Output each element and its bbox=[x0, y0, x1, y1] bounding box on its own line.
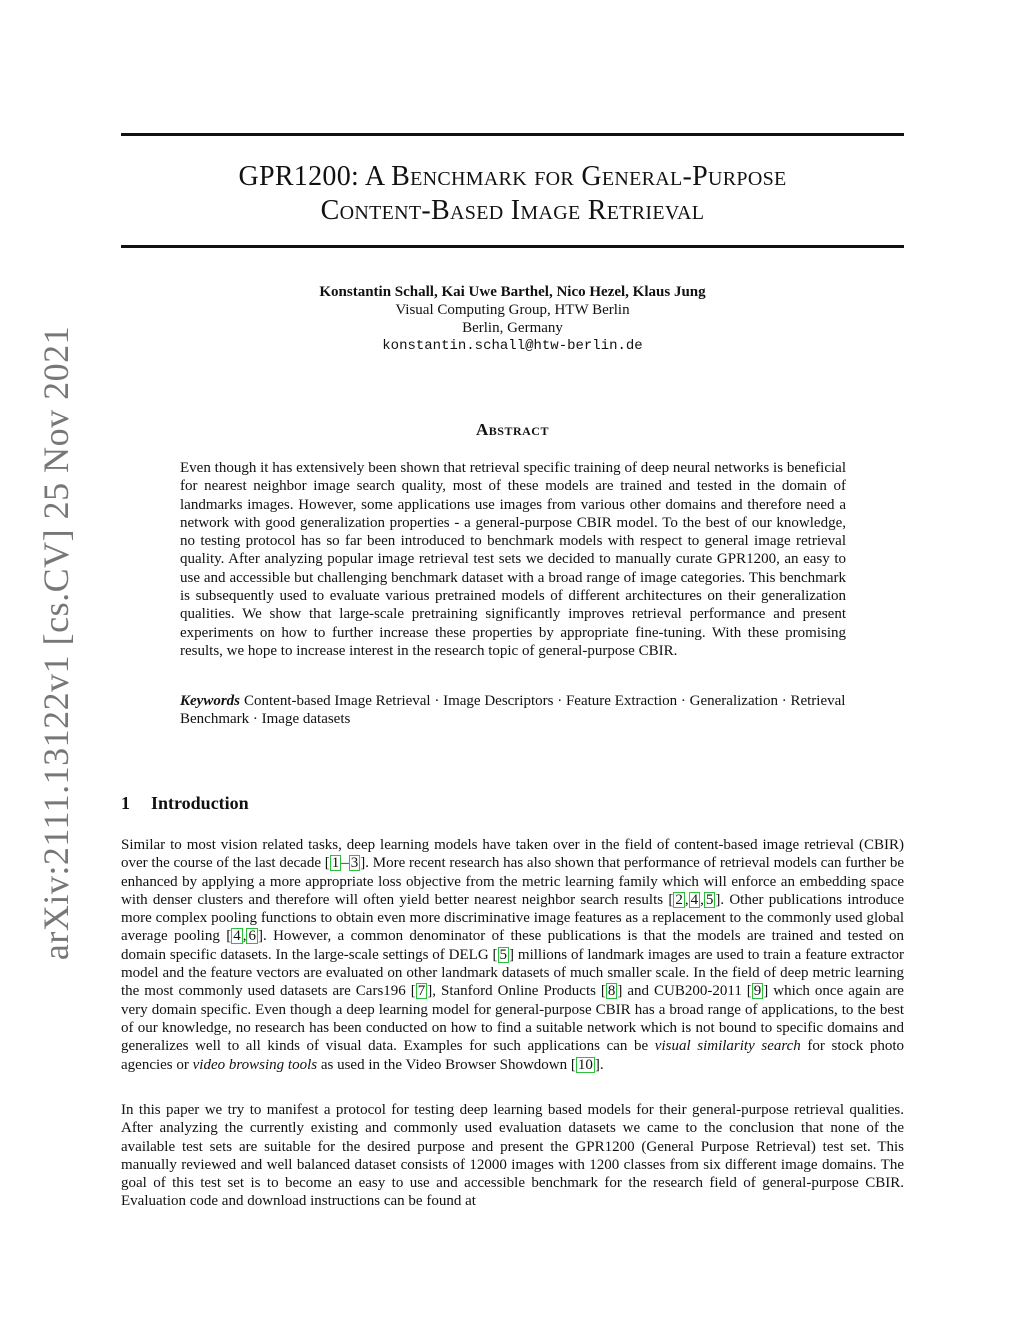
bottom-rule bbox=[121, 245, 904, 248]
citation-link[interactable]: 4 bbox=[690, 891, 699, 908]
citation-link[interactable]: 10 bbox=[577, 1056, 593, 1073]
text-run: millions of landmark images are used to train a feature extractor model and the feature vectors are evaluated on other landmark datasets of much smaller scale. In the field of deep metric learning the most commonly used datasets are Cars196 bbox=[121, 946, 904, 1000]
author-block bbox=[121, 283, 904, 355]
abstract-text: Even though it has extensively been shown that retrieval specific training of deep neural networks is beneficial for nearest neighbor image search quality, most of these models are trained and tested in the domain of landmarks images. However, some applications use images from various other domains and therefore need a network with good generalization properties - a general-purpose CBIR model. To the best of our knowledge, no testing protocol has so far been introduced to benchmark models with respect to general image retrieval quality. After analyzing popular image retrieval test sets we decided to manually curate GPR1200, an easy to use and accessible but challenging benchmark dataset with a broad range of image categories. This benchmark is subsequently used to evaluate various pretrained models of different architectures on their generalization qualities. We show that large-scale pretraining significantly improves retrieval performance and present experiments on how to further increase these properties by appropriate fine-tuning. With these promising results, we hope to increase interest in the research topic of general-purpose CBIR. bbox=[180, 460, 846, 659]
title-line-1: GPR1200: A Benchmark for General-Purpose bbox=[238, 161, 787, 192]
citation-link[interactable]: 5 bbox=[705, 891, 714, 908]
author-email[interactable]: konstantin.schall@htw-berlin.de bbox=[382, 338, 643, 354]
text-run: – bbox=[341, 855, 349, 872]
text-run: . More recent research has also shown that performance of retrieval models can further be enhanced by applying a more appropriate loss objective from the metric learning family which will enforce an embedding space with denser clusters and therefore will often yield better nearest neighbor search results bbox=[121, 855, 904, 908]
section-title: Introduction bbox=[151, 793, 249, 813]
citation-link[interactable]: 2 bbox=[675, 891, 683, 908]
text-run: . Other publications introduce more complex pooling functions to obtain even more discriminative image features as a replacement to the commonly used global average pooling bbox=[121, 891, 904, 945]
text-run: . bbox=[599, 1056, 604, 1073]
intro-paragraph-2: In this paper we try to manifest a protocol for testing deep learning based models for their general-purpose retrieval qualities. After analyzing the currently existing and commonly used evaluation datasets we came to the conclusion that none of the available test sets are suitable for the desired purpose and present the GPR1200 (General Purpose Retrieval) test set. This manually reviewed and well balanced dataset consists of 12000 images with 1200 classes from six different image domains. The goal of this test set is to become an easy to use and accessible benchmark for the research field of general-purpose CBIR. Evaluation code and download instructions can be found at bbox=[121, 1102, 904, 1210]
citation-link[interactable]: 1 bbox=[331, 855, 340, 872]
author-names: Konstantin Schall, Kai Uwe Barthel, Nico Hezel, Klaus Jung bbox=[319, 284, 706, 300]
emphasis: video browsing tools bbox=[192, 1056, 318, 1073]
text-run: and CUB200-2011 bbox=[622, 983, 747, 1000]
citation-link[interactable]: 4 bbox=[233, 928, 241, 945]
emphasis: visual similarity search bbox=[654, 1038, 801, 1055]
text-run: which once again are very domain specific. Even though a deep learning model for general-purpose CBIR has a broad range of applications, to the best of our knowledge, no research has been conducted on how to find a suitable network which is not bound to specific domains and generalizes well to all kinds of visual data. Examples for such applications can be bbox=[121, 983, 904, 1055]
paper-title bbox=[121, 160, 904, 228]
arxiv-stamp: arXiv:2111.13122v1 [cs.CV] 25 Nov 2021 bbox=[36, 325, 76, 961]
location: Berlin, Germany bbox=[462, 320, 563, 336]
intro-paragraph-1: Similar to most vision related tasks, deep learning models have taken over in the field of content-based image retrieval (CBIR) over the course of the last decade [ 1 – 3 ]. More recent research has also shown that performance of retrieval models can further be enhanced by applying a more appropriate loss objective from the metric learning family which will enforce an embedding space with denser clusters and therefore will often yield better nearest neighbor search results [ 2 , 4 , 5 ]. Other publications introduce more complex pooling functions to obtain even more discriminative image features as a replacement to the commonly used global average pooling [ 4 , 6 ]. However, a common denominator of these publications is that the models are trained and tested on domain specific datasets. In the large-scale settings of DELG [ 5 ] millions of landmark images are used to train a feature extractor model and the feature vectors are evaluated on other landmark datasets of much smaller scale. In the field of deep metric learning the most commonly used datasets are Cars196 [ 7 ], Stanford Online Products [ 8 ] and CUB200-2011 [ 9 ] which once again are very domain specific. Even though a deep learning model for general-purpose CBIR has a broad range of applications, to the best of our knowledge, no research has been conducted on how to find a suitable network which is not bound to specific domains and generalizes well to all kinds of visual data. Examples for such applications can be visual similarity search for stock photo agencies or video browsing tools as used in the Video Browser Showdown [ 10 ]. bbox=[121, 837, 905, 1073]
text-run: Similar to most vision related tasks, deep learning models have taken over in the field of content-based image retrieval (CBIR) over the course of the last decade bbox=[121, 837, 904, 872]
section-heading bbox=[121, 793, 249, 814]
text-run: , Stanford Online Products bbox=[432, 983, 601, 1000]
text-run: for stock photo agencies or bbox=[121, 1038, 904, 1073]
citation-link[interactable]: 7 bbox=[417, 983, 426, 1000]
title-line-2: Content-Based Image Retrieval bbox=[320, 195, 705, 226]
section-number: 1 bbox=[121, 793, 130, 813]
citation-link[interactable]: 8 bbox=[607, 983, 616, 1000]
citation-link[interactable]: 5 bbox=[499, 946, 508, 963]
citation-link[interactable]: 3 bbox=[350, 855, 359, 872]
citation-link[interactable]: 6 bbox=[248, 928, 256, 945]
affiliation: Visual Computing Group, HTW Berlin bbox=[395, 302, 630, 318]
text-run: . However, a common denominator of these publications is that the models are trained and tested on domain specific datasets. In the large-scale settings of DELG bbox=[121, 928, 905, 963]
top-rule bbox=[121, 133, 904, 136]
citation-link[interactable]: 9 bbox=[753, 983, 762, 1000]
keywords-text: Content-based Image Retrieval · Image Descriptors · Feature Extraction · Generalization · Retrieval Benchmark · Image datasets bbox=[180, 693, 846, 728]
keywords bbox=[180, 692, 846, 729]
text-run: as used in the Video Browser Showdown bbox=[317, 1056, 571, 1073]
abstract-heading: Abstract bbox=[476, 420, 549, 439]
keywords-label: Keywords bbox=[180, 693, 240, 709]
